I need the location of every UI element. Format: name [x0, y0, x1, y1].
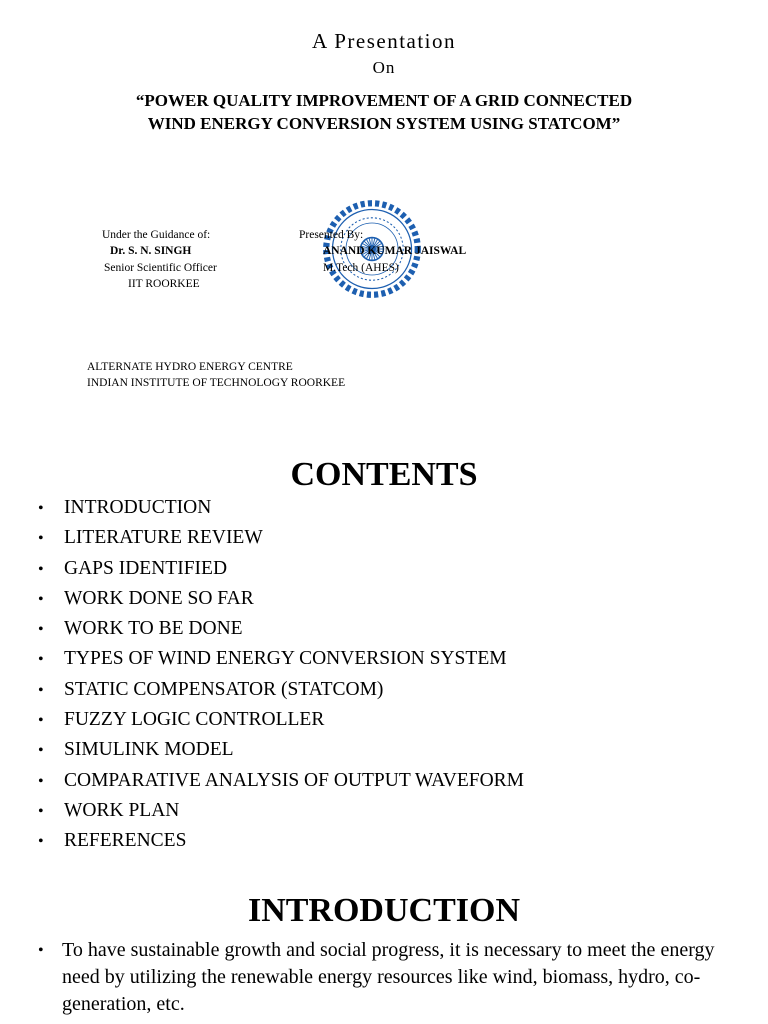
list-item	[38, 797, 524, 827]
list-item	[38, 585, 524, 615]
guide-institution: IIT ROORKEE	[128, 278, 200, 290]
list-item	[38, 676, 524, 706]
title-line-2: WIND ENERGY CONVERSION SYSTEM USING STATCOM”	[147, 114, 621, 133]
guidance-label: Under the Guidance of:	[102, 229, 211, 241]
contents-heading: CONTENTS	[290, 456, 478, 493]
bullet: •	[38, 802, 44, 820]
list-item	[38, 615, 524, 645]
presentation-label: A Presentation	[311, 29, 457, 53]
list-item-text: GAPS IDENTIFIED	[64, 557, 228, 579]
bullet: •	[38, 712, 44, 730]
presenter-label: Presented By:	[299, 229, 364, 241]
bullet: •	[38, 560, 44, 578]
list-item-text: LITERATURE REVIEW	[64, 527, 263, 549]
list-item-text: SIMULINK MODEL	[64, 739, 234, 761]
list-item-text: WORK PLAN	[64, 799, 180, 821]
bullet: •	[38, 590, 44, 608]
list-item-text: TYPES OF WIND ENERGY CONVERSION SYSTEM	[64, 648, 507, 670]
list-item-text: FUZZY LOGIC CONTROLLER	[64, 709, 325, 731]
bullet: •	[38, 742, 44, 760]
list-item-text: REFERENCES	[64, 830, 187, 852]
department-line-1: ALTERNATE HYDRO ENERGY CENTRE	[87, 361, 293, 373]
list-item	[38, 645, 524, 675]
bullet: •	[38, 833, 44, 851]
introduction-text: To have sustainable growth and social progress, it is necessary to meet the energy need by utilizing the renewable energy resources like wind, biomass, hydro, co-generation, etc.	[62, 939, 715, 1015]
presenter-name: ANAND KUMAR JAISWAL	[323, 245, 467, 257]
on-label: On	[372, 58, 396, 77]
contents-list	[38, 494, 524, 858]
list-item	[38, 706, 524, 736]
list-item	[38, 767, 524, 797]
bullet: •	[38, 681, 44, 699]
bullet: •	[38, 621, 44, 639]
list-item	[38, 827, 524, 857]
bullet: •	[38, 500, 44, 517]
title-line-1: “POWER QUALITY IMPROVEMENT OF A GRID CONNECTED	[135, 91, 633, 110]
list-item	[38, 524, 524, 554]
introduction-paragraph	[38, 937, 738, 1018]
guide-name: Dr. S. N. SINGH	[110, 245, 192, 257]
list-item-text: WORK TO BE DONE	[64, 618, 243, 640]
list-item-text: INTRODUCTION	[64, 497, 212, 518]
presenter-program: M.Tech (AHES)	[323, 262, 399, 274]
guide-designation: Senior Scientific Officer	[104, 262, 217, 274]
bullet: •	[38, 772, 44, 790]
list-item-text: COMPARATIVE ANALYSIS OF OUTPUT WAVEFORM	[64, 769, 525, 791]
list-item-text: WORK DONE SO FAR	[64, 587, 254, 609]
bullet: •	[38, 651, 44, 669]
list-item	[38, 555, 524, 585]
list-item	[38, 736, 524, 766]
introduction-heading: INTRODUCTION	[247, 892, 521, 929]
bullet: •	[38, 530, 44, 548]
department-line-2: INDIAN INSTITUTE OF TECHNOLOGY ROORKEE	[87, 377, 346, 389]
list-item-text: STATIC COMPENSATOR (STATCOM)	[64, 678, 384, 700]
bullet: •	[38, 942, 44, 959]
list-item	[38, 494, 524, 524]
